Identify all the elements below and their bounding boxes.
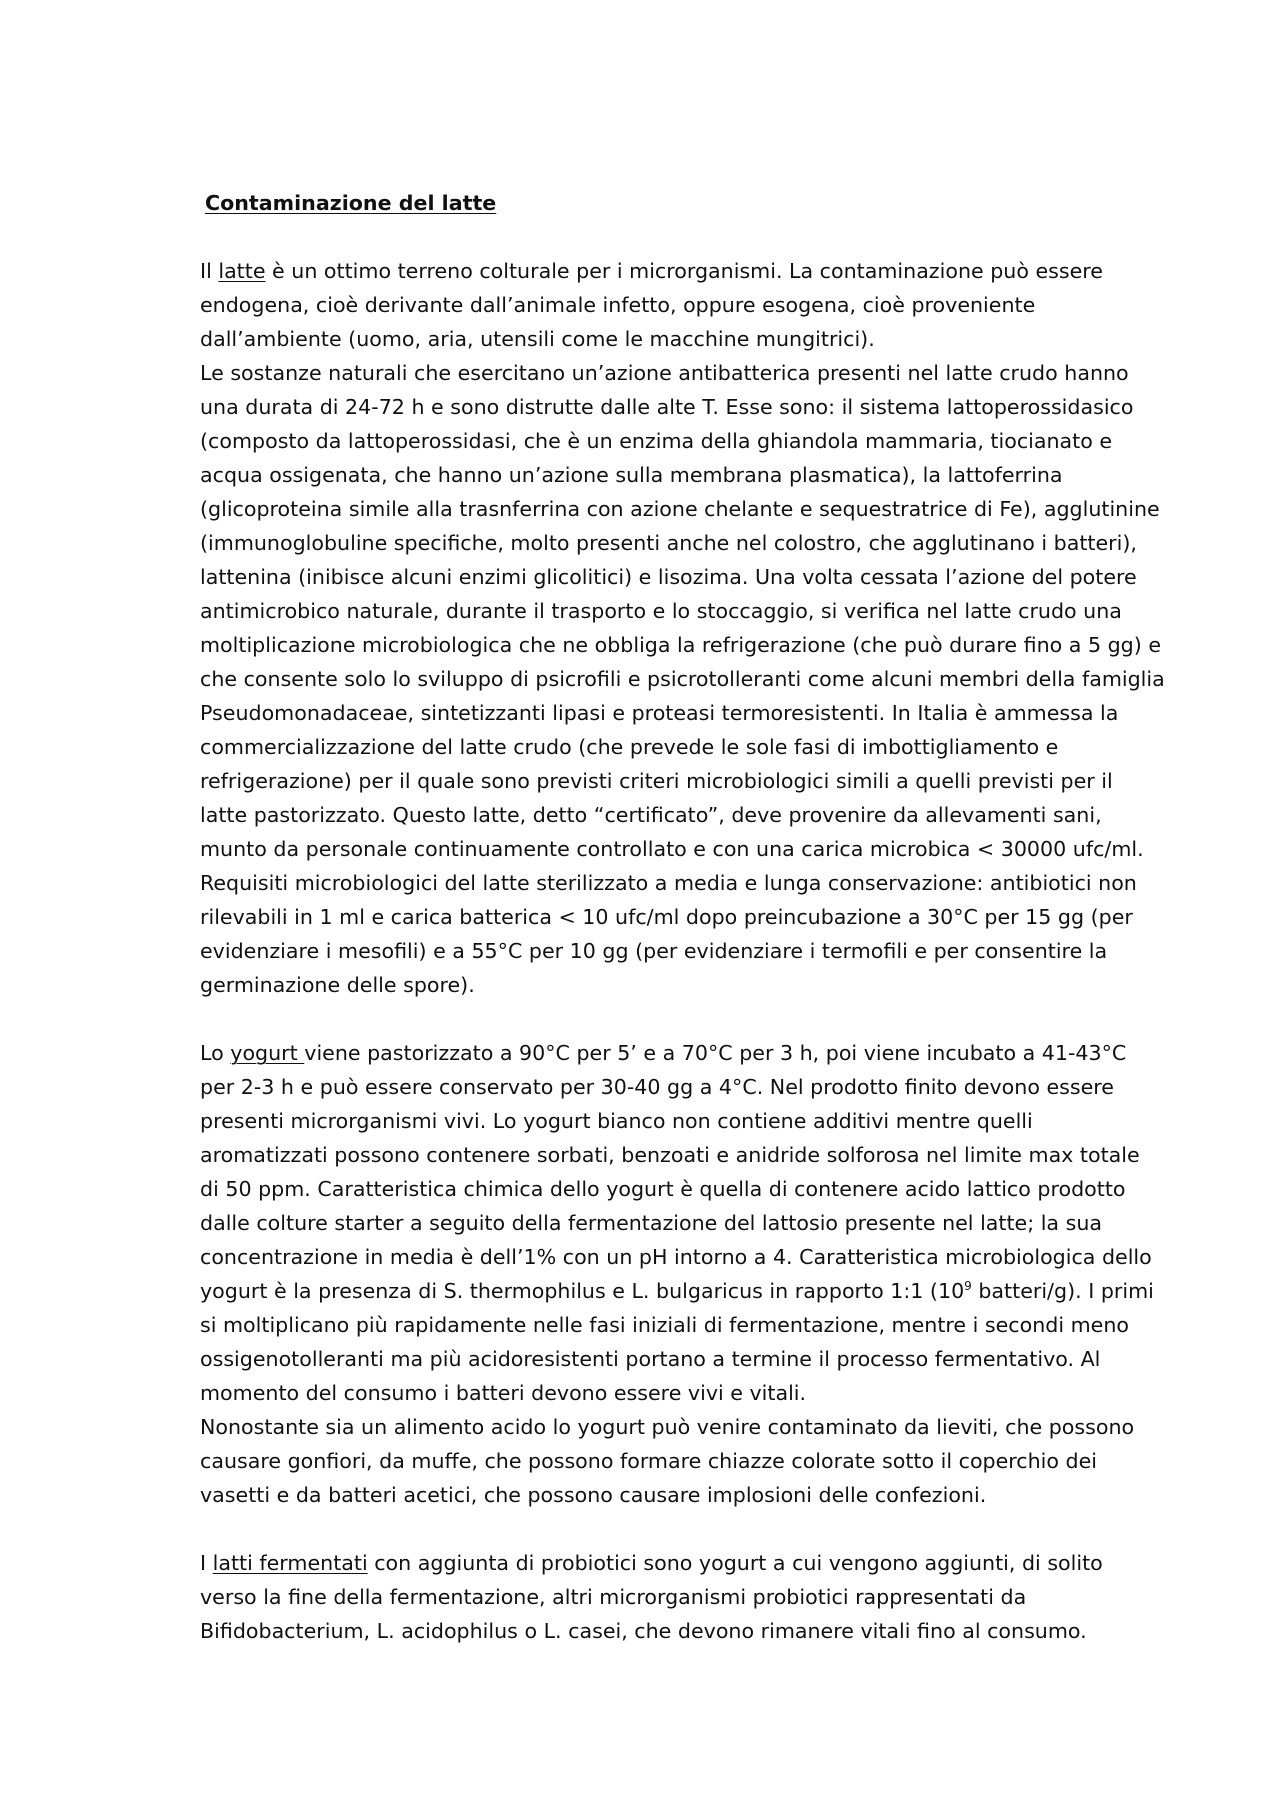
paragraph-text-continued: batteri/g). I primi si moltiplicano più rapidamente nelle fasi iniziali di fermentazione, mentre i secondi meno ossigenotolleranti ma più acidoresistenti portano a termine il processo fermentativo. Al momento del consumo i batteri devono essere vivi e vitali. xyxy=(200,1279,1154,1405)
paragraph-latte-intro xyxy=(200,254,1165,356)
document-title: Contaminazione del latte xyxy=(205,191,497,215)
paragraph-spacer xyxy=(200,1002,1165,1036)
term-latti-fermentati: latti fermentati xyxy=(212,1551,368,1575)
paragraph-lead: Lo xyxy=(200,1041,231,1065)
paragraph-text: è un ottimo terreno colturale per i microrganismi. La contaminazione può essere endogena, cioè derivante dall’animale infetto, oppure esogena, cioè proveniente dall’ambiente (uomo, aria, utensili come le macchine mungitrici). xyxy=(200,259,1103,351)
exponent: 9 xyxy=(964,1279,972,1294)
document-body xyxy=(200,186,1165,1648)
paragraph-lead: Il xyxy=(200,259,219,283)
paragraph-requisiti-sterilizzato: Requisiti microbiologici del latte sterilizzato a media e lunga conservazione: antibiotici non rilevabili in 1 ml e carica batterica < 10 ufc/ml dopo preincubazione a 30°C per 15 gg (per evidenziare i mesofili) e a 55°C per 10 gg (per evidenziare i termofili e per consentire la germinazione delle spore). xyxy=(200,871,1137,997)
paragraph-latti-fermentati xyxy=(200,1546,1165,1648)
paragraph-text: viene pastorizzato a 90°C per 5’ e a 70°C per 3 h, poi viene incubato a 41-43°C per 2-3 h e può essere conservato per 30-40 gg a 4°C. Nel prodotto finito devono essere presenti microrganismi vivi. Lo yogurt bianco non contiene additivi mentre quelli aromatizzati possono contenere sorbati, benzoati e anidride solforosa nel limite max totale di 50 ppm. Caratteristica chimica dello yogurt è quella di contenere acido lattico prodotto dalle colture starter a seguito della fermentazione del lattosio presente nel latte; la sua concentrazione in media è dell’1% con un pH intorno a 4. Caratteristica microbiologica dello yogurt è la presenza di S. thermophilus e L. bulgaricus in rapporto 1:1 (10 xyxy=(200,1041,1152,1303)
paragraph-spacer xyxy=(200,1512,1165,1546)
paragraph-lead: I xyxy=(200,1551,213,1575)
paragraph-contaminazione-yogurt: Nonostante sia un alimento acido lo yogurt può venire contaminato da lieviti, che possono causare gonfiori, da muffe, che possono formare chiazze colorate sotto il coperchio dei vasetti e da batteri acetici, che possono causare implosioni delle confezioni. xyxy=(200,1415,1135,1507)
term-yogurt: yogurt xyxy=(230,1041,305,1065)
paragraph-yogurt xyxy=(200,1036,1165,1410)
paragraph-sostanze-antibatteriche: Le sostanze naturali che esercitano un’azione antibatterica presenti nel latte crudo hanno una durata di 24-72 h e sono distrutte dalle alte T. Esse sono: il sistema lattoperossidasico (composto da lattoperossidasi, che è un enzima della ghiandola mammaria, tiocianato e acqua ossigenata, che hanno un’azione sulla membrana plasmatica), la lattoferrina (glicoproteina simile alla trasnferrina con azione chelante e sequestratrice di Fe), agglutinine (immunoglobuline specifiche, molto presenti anche nel colostro, che agglutinano i batteri), lattenina (inibisce alcuni enzimi glicolitici) e lisozima. Una volta cessata l’azione del potere antimicrobico naturale, durante il trasporto e lo stoccaggio, si verifica nel latte crudo una moltiplicazione microbiologica che ne obbliga la refrigerazione (che può durare fino a 5 gg) e che consente solo lo sviluppo di psicrofili e psicrotolleranti come alcuni membri della famiglia Pseudomonadaceae, sintetizzanti lipasi e proteasi termoresistenti. In Italia è ammessa la commercializzazione del latte crudo (che prevede le sole fasi di imbottigliamento e refrigerazione) per il quale sono previsti criteri microbiologici simili a quelli previsti per il latte pastorizzato. Questo latte, detto “certificato”, deve provenire da allevamenti sani, munto da personale continuamente controllato e con una carica microbica < 30000 ufc/ml. xyxy=(200,361,1165,861)
paragraph-text: con aggiunta di probiotici sono yogurt a cui vengono aggiunti, di solito verso la fine della fermentazione, altri microrganismi probiotici rappresentati da Bifidobacterium, L. acidophilus o L. casei, che devono rimanere vitali fino al consumo. xyxy=(200,1551,1103,1643)
term-latte: latte xyxy=(218,259,266,283)
